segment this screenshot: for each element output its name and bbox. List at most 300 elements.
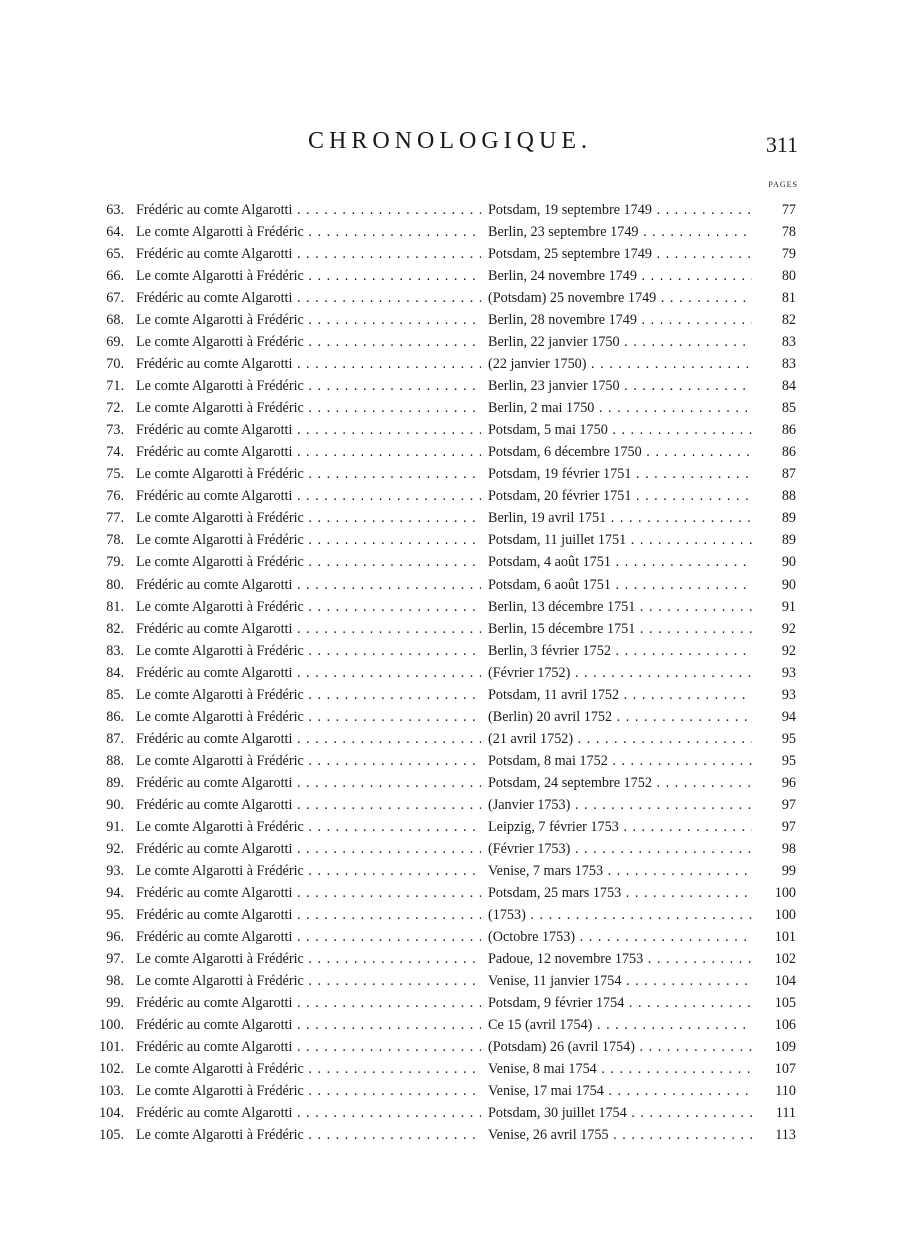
entry-correspondents [136,287,481,309]
table-row [0,794,900,816]
place-date-text: Potsdam, 5 mai 1750 [488,422,608,439]
entry-number: 104. [99,1105,124,1122]
entry-place-date [488,331,752,353]
table-row [0,904,900,926]
table-row [0,970,900,992]
place-date-text: Potsdam, 9 février 1754 [488,995,625,1012]
place-date-text: (1753) [488,906,526,923]
entry-number: 105. [99,1127,124,1144]
place-date-text: Ce 15 (avril 1754) [488,1017,593,1034]
entry-number: 97. [106,951,124,968]
correspondents-text: Le comte Algarotti à Frédéric [136,973,304,990]
correspondents-text: Frédéric au comte Algarotti [136,884,293,901]
entry-page: 97 [781,818,796,835]
entry-correspondents [136,1036,481,1058]
entry-place-date [488,441,752,463]
entry-page: 86 [781,444,796,461]
table-row [0,1014,900,1036]
table-row [0,441,900,463]
entry-number: 76. [106,488,124,505]
place-date-text: (Février 1753) [488,840,571,857]
entry-page: 100 [774,884,796,901]
place-date-text: Potsdam, 6 décembre 1750 [488,444,642,461]
entry-correspondents [136,221,481,243]
entry-page: 90 [781,576,796,593]
entry-place-date [488,375,752,397]
entry-page: 96 [781,774,796,791]
entry-correspondents [136,728,481,750]
entry-number: 79. [106,554,124,571]
table-row [0,353,900,375]
correspondents-text: Frédéric au comte Algarotti [136,246,293,263]
entry-place-date [488,199,752,221]
entry-number: 64. [106,224,124,241]
place-date-text: Potsdam, 20 février 1751 [488,488,632,505]
place-date-text: (Berlin) 20 avril 1752 [488,708,613,725]
entry-page: 93 [781,664,796,681]
entry-page: 94 [781,708,796,725]
entry-page: 89 [781,510,796,527]
entry-place-date [488,772,752,794]
correspondents-text: Le comte Algarotti à Frédéric [136,708,304,725]
entry-page: 98 [781,840,796,857]
entry-number: 63. [106,202,124,218]
place-date-text: Venise, 7 mars 1753 [488,862,604,879]
table-row [0,772,900,794]
entry-number: 70. [106,356,124,373]
entry-page: 77 [781,202,796,218]
correspondents-text: Frédéric au comte Algarotti [136,290,293,307]
entry-correspondents [136,375,481,397]
entry-number: 86. [106,708,124,725]
entry-number: 67. [106,290,124,307]
entry-page: 110 [775,1083,796,1100]
table-row [0,507,900,529]
table-row [0,529,900,551]
entry-page: 100 [774,906,796,923]
entry-page: 78 [781,224,796,241]
table-row [0,640,900,662]
correspondents-text: Frédéric au comte Algarotti [136,664,293,681]
place-date-text: Berlin, 23 septembre 1749 [488,224,639,241]
table-row [0,331,900,353]
entry-place-date [488,265,752,287]
place-date-text: Potsdam, 25 septembre 1749 [488,246,652,263]
correspondents-text: Frédéric au comte Algarotti [136,202,293,218]
entry-correspondents [136,551,481,573]
entry-number: 77. [106,510,124,527]
entry-number: 73. [106,422,124,439]
entry-page: 83 [781,356,796,373]
entry-place-date [488,640,752,662]
entry-correspondents [136,1102,481,1124]
correspondents-text: Frédéric au comte Algarotti [136,796,293,813]
correspondents-text: Frédéric au comte Algarotti [136,444,293,461]
entry-correspondents [136,574,481,596]
entry-correspondents [136,640,481,662]
correspondents-text: Frédéric au comte Algarotti [136,576,293,593]
place-date-text: Venise, 11 janvier 1754 [488,973,622,990]
entry-correspondents [136,618,481,640]
table-row [0,463,900,485]
place-date-text: Berlin, 24 novembre 1749 [488,268,637,285]
entry-correspondents [136,992,481,1014]
entry-page: 99 [781,862,796,879]
entry-page: 92 [781,620,796,637]
entry-page: 111 [775,1105,796,1122]
entry-place-date [488,309,752,331]
entry-number: 93. [106,862,124,879]
entry-number: 85. [106,686,124,703]
correspondents-text: Frédéric au comte Algarotti [136,1039,293,1056]
table-row [0,750,900,772]
place-date-text: Potsdam, 11 avril 1752 [488,686,620,703]
entry-place-date [488,750,752,772]
entry-place-date [488,904,752,926]
entry-correspondents [136,816,481,838]
entry-number: 83. [106,642,124,659]
entry-page: 91 [781,598,796,615]
table-row [0,375,900,397]
entry-place-date [488,1102,752,1124]
entry-page: 95 [781,752,796,769]
entry-page: 104 [774,973,796,990]
entry-place-date [488,882,752,904]
place-date-text: Potsdam, 4 août 1751 [488,554,611,571]
entry-number: 68. [106,312,124,329]
table-row [0,1058,900,1080]
entry-page: 90 [781,554,796,571]
entry-place-date [488,728,752,750]
entry-place-date [488,243,752,265]
table-row [0,287,900,309]
entry-page: 93 [781,686,796,703]
entry-page: 101 [774,928,796,945]
entry-number: 75. [106,466,124,483]
entry-page: 87 [781,466,796,483]
entry-number: 101. [99,1039,124,1056]
entry-number: 89. [106,774,124,791]
place-date-text: Berlin, 28 novembre 1749 [488,312,637,329]
correspondents-text: Frédéric au comte Algarotti [136,620,293,637]
entry-correspondents [136,794,481,816]
entry-place-date [488,948,752,970]
place-date-text: Potsdam, 30 juillet 1754 [488,1105,627,1122]
correspondents-text: Frédéric au comte Algarotti [136,422,293,439]
table-row [0,419,900,441]
entry-place-date [488,463,752,485]
place-date-text: (Octobre 1753) [488,928,576,945]
entry-place-date [488,706,752,728]
correspondents-text: Frédéric au comte Algarotti [136,995,293,1012]
correspondents-text: Frédéric au comte Algarotti [136,1105,293,1122]
entry-place-date [488,1036,752,1058]
entry-number: 98. [106,973,124,990]
entry-number: 69. [106,334,124,351]
entry-correspondents [136,882,481,904]
place-date-text: Potsdam, 25 mars 1753 [488,884,622,901]
correspondents-text: Le comte Algarotti à Frédéric [136,312,304,329]
entry-correspondents [136,838,481,860]
entry-number: 71. [106,378,124,395]
entry-correspondents [136,419,481,441]
entry-place-date [488,397,752,419]
entry-correspondents [136,243,481,265]
entry-correspondents [136,1124,481,1146]
entry-number: 102. [99,1061,124,1078]
entry-number: 94. [106,884,124,901]
entry-page: 83 [781,334,796,351]
entry-number: 65. [106,246,124,263]
table-row [0,596,900,618]
entry-correspondents [136,662,481,684]
place-date-text: (21 avril 1752) [488,730,574,747]
entry-number: 92. [106,840,124,857]
entry-page: 107 [774,1061,796,1078]
entry-number: 81. [106,598,124,615]
place-date-text: (Potsdam) 25 novembre 1749 [488,290,657,307]
entry-page: 105 [774,995,796,1012]
entry-correspondents [136,1014,481,1036]
entry-page: 106 [774,1017,796,1034]
place-date-text: (Potsdam) 26 (avril 1754) [488,1039,635,1056]
entry-number: 100. [99,1017,124,1034]
table-row [0,728,900,750]
correspondents-text: Frédéric au comte Algarotti [136,928,293,945]
pages-column-label: PAGES [768,180,798,189]
correspondents-text: Le comte Algarotti à Frédéric [136,224,304,241]
entry-place-date [488,485,752,507]
entry-place-date [488,662,752,684]
correspondents-text: Le comte Algarotti à Frédéric [136,510,304,527]
table-row [0,816,900,838]
entry-correspondents [136,684,481,706]
correspondents-text: Le comte Algarotti à Frédéric [136,554,304,571]
entry-place-date [488,551,752,573]
entry-page: 109 [774,1039,796,1056]
entry-place-date [488,287,752,309]
entry-number: 82. [106,620,124,637]
place-date-text: Potsdam, 11 juillet 1751 [488,532,627,549]
place-date-text: (Janvier 1753) [488,796,571,813]
table-row [0,838,900,860]
entry-correspondents [136,1080,481,1102]
entry-correspondents [136,309,481,331]
entry-correspondents [136,750,481,772]
correspondents-text: Le comte Algarotti à Frédéric [136,642,304,659]
correspondents-text: Le comte Algarotti à Frédéric [136,400,304,417]
correspondents-text: Frédéric au comte Algarotti [136,488,293,505]
place-date-text: Venise, 26 avril 1755 [488,1127,609,1144]
entry-page: 97 [781,796,796,813]
page-number: 311 [765,132,798,157]
entry-page: 86 [781,422,796,439]
entry-correspondents [136,331,481,353]
correspondents-text: Frédéric au comte Algarotti [136,1017,293,1034]
entry-correspondents [136,397,481,419]
entry-number: 90. [106,796,124,813]
table-row [0,265,900,287]
correspondents-text: Frédéric au comte Algarotti [136,356,293,373]
place-date-text: Potsdam, 24 septembre 1752 [488,774,652,791]
entry-correspondents [136,596,481,618]
table-row [0,926,900,948]
place-date-text: (Février 1752) [488,664,571,681]
table-row [0,574,900,596]
entry-page: 102 [774,951,796,968]
entry-number: 88. [106,752,124,769]
place-date-text: Berlin, 2 mai 1750 [488,400,595,417]
table-row [0,948,900,970]
table-row [0,551,900,573]
entry-place-date [488,419,752,441]
entry-number: 87. [106,730,124,747]
correspondents-text: Le comte Algarotti à Frédéric [136,1127,304,1144]
table-row [0,882,900,904]
table-row [0,243,900,265]
entry-place-date [488,926,752,948]
entry-place-date [488,221,752,243]
entry-number: 91. [106,818,124,835]
correspondents-text: Le comte Algarotti à Frédéric [136,598,304,615]
entry-correspondents [136,706,481,728]
table-row [0,1102,900,1124]
correspondents-text: Frédéric au comte Algarotti [136,840,293,857]
place-date-text: Potsdam, 19 septembre 1749 [488,202,652,218]
entry-place-date [488,507,752,529]
entry-number: 99. [106,995,124,1012]
entry-place-date [488,529,752,551]
entry-place-date [488,596,752,618]
entry-correspondents [136,1058,481,1080]
correspondents-text: Le comte Algarotti à Frédéric [136,1061,304,1078]
correspondents-text: Le comte Algarotti à Frédéric [136,466,304,483]
correspondents-text: Frédéric au comte Algarotti [136,730,293,747]
table-row [0,397,900,419]
entry-correspondents [136,463,481,485]
place-date-text: Venise, 17 mai 1754 [488,1083,604,1100]
entry-correspondents [136,353,481,375]
entry-correspondents [136,970,481,992]
entry-correspondents [136,199,481,221]
entry-correspondents [136,529,481,551]
place-date-text: Berlin, 19 avril 1751 [488,510,607,527]
entry-correspondents [136,265,481,287]
correspondents-text: Le comte Algarotti à Frédéric [136,686,304,703]
entry-page: 81 [781,290,796,307]
entry-number: 78. [106,532,124,549]
entry-page: 80 [781,268,796,285]
entry-page: 82 [781,312,796,329]
entry-page: 84 [781,378,796,395]
entry-correspondents [136,485,481,507]
correspondents-text: Le comte Algarotti à Frédéric [136,752,304,769]
entry-page: 95 [781,730,796,747]
entry-place-date [488,1014,752,1036]
entry-number: 74. [106,444,124,461]
entry-place-date [488,1080,752,1102]
table-row [0,1080,900,1102]
entry-place-date [488,794,752,816]
entry-number: 80. [106,576,124,593]
entry-place-date [488,1124,752,1146]
place-date-text: Potsdam, 6 août 1751 [488,576,611,593]
correspondents-text: Le comte Algarotti à Frédéric [136,862,304,879]
entry-place-date [488,838,752,860]
table-row [0,684,900,706]
place-date-text: Berlin, 13 décembre 1751 [488,598,636,615]
table-row [0,618,900,640]
entry-place-date [488,574,752,596]
table-row [0,992,900,1014]
entry-page: 88 [781,488,796,505]
entry-correspondents [136,948,481,970]
correspondents-text: Le comte Algarotti à Frédéric [136,1083,304,1100]
place-date-text: Padoue, 12 novembre 1753 [488,951,644,968]
correspondents-text: Le comte Algarotti à Frédéric [136,532,304,549]
entry-place-date [488,970,752,992]
entry-place-date [488,353,752,375]
entry-correspondents [136,926,481,948]
table-row [0,221,900,243]
entry-correspondents [136,507,481,529]
table-row [0,309,900,331]
table-row [0,662,900,684]
place-date-text: Berlin, 22 janvier 1750 [488,334,620,351]
entry-place-date [488,860,752,882]
table-row [0,1036,900,1058]
table-row [0,1124,900,1146]
entry-place-date [488,816,752,838]
correspondents-text: Frédéric au comte Algarotti [136,774,293,791]
table-row [0,706,900,728]
correspondents-text: Le comte Algarotti à Frédéric [136,378,304,395]
correspondents-text: Le comte Algarotti à Frédéric [136,268,304,285]
place-date-text: Berlin, 15 décembre 1751 [488,620,636,637]
entry-page: 79 [781,246,796,263]
place-date-text: Berlin, 3 février 1752 [488,642,611,659]
place-date-text: Leipzig, 7 février 1753 [488,818,619,835]
entry-number: 103. [99,1083,124,1100]
entry-number: 84. [106,664,124,681]
entry-place-date [488,992,752,1014]
table-row [0,199,900,221]
entry-place-date [488,618,752,640]
correspondents-text: Le comte Algarotti à Frédéric [136,334,304,351]
correspondents-text: Le comte Algarotti à Frédéric [136,818,304,835]
entry-place-date [488,684,752,706]
page-title: CHRONOLOGIQUE. [308,128,592,154]
entry-number: 72. [106,400,124,417]
place-date-text: (22 janvier 1750) [488,356,587,373]
entry-correspondents [136,860,481,882]
entry-place-date [488,1058,752,1080]
correspondents-text: Frédéric au comte Algarotti [136,906,293,923]
entry-page: 85 [781,400,796,417]
table-row [0,860,900,882]
entry-page: 92 [781,642,796,659]
place-date-text: Berlin, 23 janvier 1750 [488,378,620,395]
entry-correspondents [136,441,481,463]
entry-correspondents [136,904,481,926]
place-date-text: Potsdam, 19 février 1751 [488,466,632,483]
correspondents-text: Le comte Algarotti à Frédéric [136,951,304,968]
place-date-text: Potsdam, 8 mai 1752 [488,752,608,769]
place-date-text: Venise, 8 mai 1754 [488,1061,597,1078]
entry-page: 113 [775,1127,796,1144]
entry-number: 95. [106,906,124,923]
entry-correspondents [136,772,481,794]
